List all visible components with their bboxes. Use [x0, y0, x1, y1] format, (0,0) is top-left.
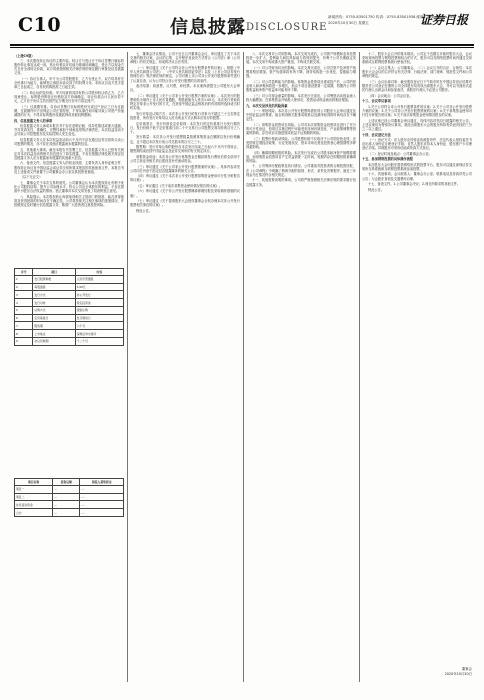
paragraph: 十六、其他事项。会议联系人：董事会办公室；联系电话及传真详见公司公告；与会股东食宿及交通费用自理。 [362, 172, 472, 181]
paragraph: 八、风险提示。本次股权转让尚需取得相关主管部门的批准，能否获得批准及获得批准的时间存在不确定性。公司将持续关注相关事项的进展情况，并按照规定及时履行信息披露义务，敬请广大投资者注意投资风险。 [14, 194, 124, 208]
table-cell: 4 [15, 299, 33, 307]
table-cell: 补充流动资金 [15, 501, 53, 509]
paragraph: （三）过渡期安排。自协议签署日至标的股份完成过户登记之日为过渡期，过渡期内甲方应保证公司正常经营，不得从事任何可能导致公司资产价值减损的行为，不得对标的股份设置质押或其他权利限制。 [14, 104, 124, 118]
paragraph: 十二、股东大会召开的基本情况。公司定于近期召开临时股东大会，会议采取现场投票与网络投票相结合的方式，股东可以在网络投票时间内通过交易系统或互联网投票系统行使表决权。 [362, 52, 472, 65]
table-header-cell: 拟投入募集资金 [80, 479, 124, 486]
paragraph: （二）登记时间及地点：公司董事会办公室。 [368, 151, 432, 156]
table-row [15, 338, 124, 346]
table-cell: 发行对象 [33, 299, 75, 307]
table-cell: — [53, 493, 80, 501]
table-cell: — [53, 501, 80, 509]
paragraph: 上述议案已经公司董事会审议通过，具体内容详见同日披露的相关公告。上述议案均为特别决议事项，需经出席股东大会的股东所持有效表决权的三分之二以上通过。 [362, 118, 472, 131]
paragraph: （一）登记方式：法人股东应持营业执照复印件、法定代表人授权委托书及出席人身份证办理登记手续；自然人股东应持本人身份证、股东账户卡办理登记手续。异地股东可采用信函或传真方式登记。 [362, 137, 472, 151]
table-cell: — [53, 509, 80, 517]
table-cell: 7 [15, 322, 33, 330]
paragraph: （五）审议通过《关于前次募集资金使用情况报告的议案》。 [136, 183, 223, 188]
section-title-en: DISCLOSURE [246, 22, 328, 33]
paragraph: （三）审议通过《关于公司非公开发行股票预案的议案》。具体内容详见公司同日刊登于指定信息披露媒体的相关公告。 [130, 164, 240, 173]
table-header-cell: 序号 [15, 269, 33, 276]
table-row [15, 306, 124, 314]
table-cell: 深圳证券交易所 [75, 330, 123, 338]
paragraph: 十、公司利润分配政策及执行情况。公司重视对投资者的合理投资回报，在《公司章程》中明确了利润分配的原则、形式、条件及决策程序，最近三年现金分红情况符合相关规定。 [246, 164, 356, 177]
paragraph: 十一、其他需要说明的事项。公司将严格按照相关法律法规的要求履行信息披露义务。 [246, 178, 356, 187]
table-cell: 9 [15, 338, 33, 346]
table-cell: 1 [15, 275, 33, 283]
paragraph: 定价基准日、发行价格及定价原则：本次发行的定价基准日为发行期首日，发行价格不低于定价基准日前二十个交易日公司股票交易均价的百分之八十。 [130, 121, 240, 134]
table-cell: — [53, 485, 80, 493]
paragraph: 本次股东大会向股东提供网络形式的投票平台，股东可以通过深圳证券交易所交易系统和互联网投票系统参加投票。 [362, 162, 472, 171]
paragraph: 信息披露义务人在本次权益变动前六个月内不存在通过证券交易所买卖公司股票的情况，亦不存在其他应披露而未披露的信息。 [14, 137, 124, 147]
table-cell: 发行方式 [33, 291, 75, 299]
table-cell: 项目一 [15, 485, 53, 493]
table-header-row [15, 479, 124, 486]
paragraph: （三）对公司现金流量的影响。本次发行完成后，公司筹资活动现金流入将大幅增加；在募集资金开始投入使用后，投资活动现金流出将相应增加。 [246, 93, 356, 102]
paragraph: （以下无正文） [20, 175, 43, 180]
column-2 [130, 52, 240, 684]
signature-date: 2020年10月30日 [444, 671, 472, 676]
paragraph: （四）摊薄即期回报的风险。本次发行完成后公司股本和净资产规模将增加，而募集资金投资项目产生效益需要一定时间，短期内存在即期回报被摊薄的风险。 [246, 150, 356, 163]
table-cell: 合计 [15, 509, 53, 517]
table-row [15, 275, 124, 283]
table-cell: 人民币普通股 [75, 275, 123, 283]
table-header-cell: 投资总额 [53, 479, 80, 486]
table-row [15, 322, 124, 330]
paragraph: 发行数量：本次非公开发行股票数量按照募集资金总额除以发行价格确定，且不超过本次发行前公司总股本的百分之三十。 [130, 135, 240, 144]
table-row [15, 314, 124, 322]
table-row [15, 283, 124, 291]
paragraph: 信息披露义务人承诺本报告书不存在虚假记载、误导性陈述或重大遗漏，并对其真实性、准确性、完整性承担个别和连带的法律责任。本次权益变动不会导致公司控股股东及实际控制人发生变化。 [14, 123, 124, 137]
table-cell: 6 [15, 314, 33, 322]
table-cell: 8 [15, 330, 33, 338]
column-divider [243, 52, 244, 682]
paragraph: （一）对公司财务状况的影响。本次交易完成后，公司总资产及净资产规模将相应增加，资产负债率将有所下降，财务结构进一步优化，偿债能力增强。 [246, 65, 356, 79]
section-heading: 十五、参加网络投票的具体操作流程 [362, 157, 413, 162]
paragraph: （六）审议通过《关于非公开发行股票摊薄即期回报及采取填补措施的议案》。 [130, 189, 240, 198]
table-cell: 每股面值 [33, 283, 75, 291]
masthead-rule [10, 44, 474, 46]
section-heading: （上接C9版） [14, 53, 35, 58]
table-cell: — [80, 501, 124, 509]
masthead [10, 10, 474, 44]
table-cell: 六个月 [75, 322, 123, 330]
table-cell: — [80, 509, 124, 517]
table-cell: 十二个月 [75, 338, 123, 346]
paragraph: （一）审议通过《关于公司符合非公开发行股票条件的议案》。根据《中华人民共和国公司法》、《中华人民共和国证券法》以及《上市公司证券发行管理办法》等法律法规的规定，公司对照上市公司非公开发行股票的条件进行了认真自查，认为公司符合非公开发行股票的各项条件。 [130, 65, 240, 83]
paragraph: 1.关于公司符合非公开发行股票条件的议案；2.关于公司非公开发行股票方案的议案；3.关于公司非公开发行股票预案的议案；4.关于募集资金使用可行性分析报告的议案；5.关于前次募集资金使用情况报告的议案。 [362, 104, 472, 118]
column-4 [362, 52, 472, 684]
table-cell: 非公开发行 [75, 291, 123, 299]
table-row [15, 291, 124, 299]
newspaper-logo: 证券日报 [419, 13, 468, 27]
column-3 [246, 52, 356, 684]
table-header-cell: 项目名称 [15, 479, 53, 486]
table-header-row [15, 269, 124, 276]
paragraph: （三）会议出席对象：截至股权登记日下午收市时在中国证券登记结算有限责任公司登记在册的公司全体股东均有权出席股东大会，并可以书面形式委托代理人出席会议和参加表决，该股东代理人不必是公司股东。 [362, 79, 472, 93]
paragraph: （二）对公司盈利能力的影响。募集资金投资项目建成投产后，公司的营业收入和净利润将进一步增长，但由于项目建设需要一定周期，短期内公司每股收益和净资产收益率可能有所下降。 [246, 79, 356, 93]
section-heading: 九、本次交易涉及的风险因素 [246, 103, 288, 108]
paragraph: 募集资金用途：本次非公开发行募集资金总额扣除发行费用后将全部用于公司主营业务相关项目建设及补充流动资金。 [130, 154, 240, 164]
table-cell: 定价基准日 [33, 314, 75, 322]
paragraph: 限售期：发行对象认购的股份自本次发行结束之日起六个月内不得转让，限售期结束后按中国证监会及证券交易所的有关规定执行。 [130, 145, 240, 154]
table-cell: 现金认购 [75, 306, 123, 314]
table-cell: 限售期 [33, 322, 75, 330]
table-header-cell: 内容 [75, 269, 123, 276]
masthead-rule-thin [10, 47, 474, 48]
page-number: C10 [18, 14, 62, 36]
paragraph: 八、本次交易对公司的影响。本次交易完成后，公司资产规模和业务范围将进一步扩大，盈利能力和抗风险能力将得到提升，有利于公司长期稳定发展。本次交易不构成重大资产重组，不构成关联交易。 [246, 52, 356, 65]
paragraph: 五、其他重大事项。截至本报告书签署之日，信息披露义务人已按有关规定对本次权益变动的相关信息进行了如实披露，不存在根据法律及相关规定信息披露义务人应当披露而未披露的其他重大信息。 [14, 147, 124, 160]
issuance-terms-table [14, 268, 124, 346]
paragraph: 特此公告。 [136, 208, 152, 213]
paragraph: （四）会议地点：公司会议室。 [368, 93, 413, 98]
section-heading: 十四、会议登记方法 [362, 132, 391, 137]
table-row [15, 509, 124, 517]
date-line: 2020年10月30日 星期五 [328, 20, 369, 25]
paragraph: （一）审批风险。本次非公开发行股票尚需获得公司股东大会审议通过及中国证监会的核准，能否取得相关批准或核准以及最终取得的时间均存在不确定性。 [246, 108, 356, 122]
table-cell: — [80, 493, 124, 501]
paragraph: （四）审议通过《关于本次非公开发行股票募集资金使用可行性分析报告的议案》。 [130, 174, 240, 183]
table-row [15, 493, 124, 501]
paragraph: 七、董事会关于本次交易的意见。公司董事会认为本次股权转让有利于优化公司股权结构，提升公司治理水平，符合公司及全体股东的利益，不存在损害中小股东合法权益的情形。独立董事对本次交易发表了同意的独立意见。 [14, 180, 124, 194]
table-cell: 3 [15, 291, 33, 299]
signature-block [392, 667, 472, 676]
table-row [15, 330, 124, 338]
paragraph: （一）协议当事人。甲方为公司控股股东，乙方为受让方，双方均具有完全民事行为能力，能够独立承担本协议项下的权利义务。本协议自双方签字盖章之日起成立，自有权机构批准之日起生效。 [14, 76, 124, 90]
table-cell: 认购方式 [33, 306, 75, 314]
paragraph: （一）会议召集人：公司董事会。（二）会议召开的合法、合规性：本次股东大会会议的召开符合有关法律、行政法规、部门规章、规范性文件和公司章程的规定。 [362, 65, 472, 79]
table-cell: 上市地点 [33, 330, 75, 338]
column-divider [127, 52, 128, 682]
paragraph: 特此公告。 [368, 187, 384, 192]
paragraph: （二）审议通过《关于公司非公开发行股票方案的议案》。本次发行的股票种类为境内上市人民币普通股，每股面值为人民币1.00元；本次发行采取向特定对象非公开发行的方式，在获得中国证监会核准后的有效期内选择适当时机实施。 [130, 93, 240, 111]
paragraph: （二）募集资金投资项目风险。公司对本次募集资金投资项目进行了充分的可行性论证，但项目实施过程中可能受到市场环境变化、产业政策调整等因素的影响，存在项目实施进度或收益不达预期的风险。 [246, 122, 356, 136]
paragraph: 七、董事会决议情况。公司于近日召开董事会会议，审议通过了关于本次交易的相关议案，会议的召集、召开程序及表决方式符合《公司法》和《公司章程》的有关规定，形成的决议合法有效。 [130, 52, 240, 65]
paragraph: （七）审议通过《关于提请股东大会授权董事会全权办理本次非公开发行股票相关事宜的议案》。 [130, 199, 240, 208]
paragraph: （二）转让标的及价格。甲方同意将其持有的公司股份转让给乙方，乙方同意受让。标的股份的转让价格经双方协商确定，转让价款合计人民币若干元，乙方应于协议生效后按约定分期支付至甲方指定账户。 [14, 90, 124, 104]
table-cell: 特定投资者 [75, 299, 123, 307]
paragraph: 发行对象及认购方式：本次非公开发行的发行对象为不超过三十五名特定投资者，所有发行对象均以人民币现金方式认购本次发行的股票。 [130, 111, 240, 121]
paragraph: （三）股票价格波动风险。公司股票价格不仅取决于公司的经营业绩，还受国家宏观经济政策、行业发展状况、资本市场走势及投资者心理预期等多种因素影响。 [246, 136, 356, 150]
table-cell: 1.00元 [75, 283, 123, 291]
paragraph: 十七、备查文件。1.公司董事会决议；2.深交所要求的其他文件。 [368, 182, 461, 187]
fund-use-table [14, 478, 124, 517]
section-title: 信息披露 [170, 17, 246, 38]
section-heading: 十三、会议审议事项 [362, 99, 391, 104]
table-cell: 发行股票种类 [33, 275, 75, 283]
table-cell: 5 [15, 306, 33, 314]
table-cell: 决议有效期 [33, 338, 75, 346]
table-row [15, 501, 124, 509]
table-cell: 2 [15, 283, 33, 291]
paragraph: 三、本次股权转让协议的主要内容。转让方与受让方于协议签署日就标的股份转让事宜达成一致，转让价格以评估值为基础协商确定，受让方以现金方式支付全部转让价款，双方同意按照相关法律法规的规定履行审批及信息披露义务。 [14, 58, 124, 76]
column-divider [359, 52, 360, 682]
signature-org: 董事会 [461, 667, 472, 671]
contact-line: 新闻热线：0755-83501750 传真：0755-83501938 邮箱：zqsb@zqrb.net [328, 15, 455, 19]
table-row [15, 299, 124, 307]
column-1 [14, 52, 124, 684]
table-header-cell: 项目 [33, 269, 75, 276]
paragraph: 表决结果：同意票，反对票，弃权票。本议案尚需提交公司股东大会审议。 [130, 84, 240, 93]
table-cell: 项目二 [15, 493, 53, 501]
paragraph: 六、备查文件。信息披露义务人的营业执照、主要负责人身份证明文件、股权转让协议及中国证监会或证券交易所要求报送的其他备查文件，本报告书及上述备查文件备置于公司董事会办公室以供投资者查阅。 [14, 161, 124, 174]
table-row [15, 485, 124, 493]
table-cell: 发行期首日 [75, 314, 123, 322]
table-cell: — [80, 485, 124, 493]
section-heading: 四、信息披露义务人的承诺 [14, 118, 53, 123]
